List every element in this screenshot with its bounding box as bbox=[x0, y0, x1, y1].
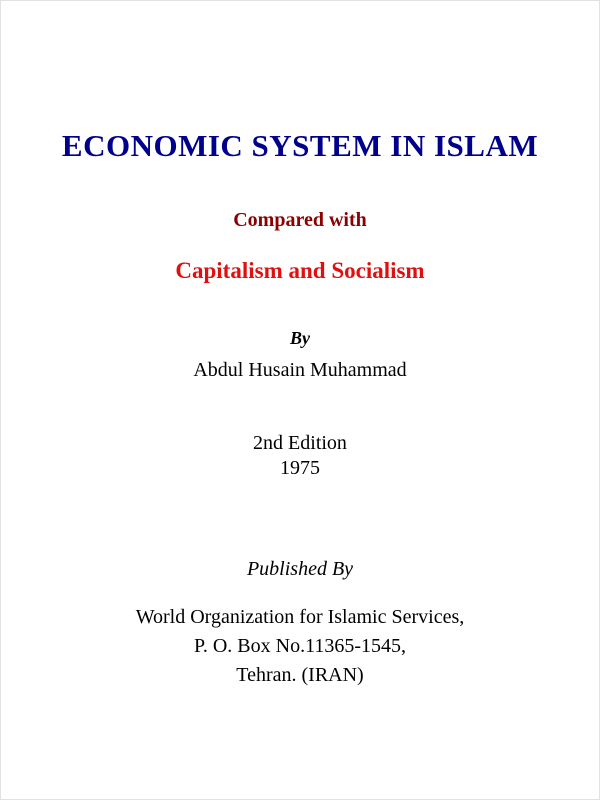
publication-year: 1975 bbox=[280, 457, 320, 480]
author-name: Abdul Husain Muhammad bbox=[193, 359, 407, 382]
publisher-city: Tehran. (IRAN) bbox=[236, 664, 364, 687]
publisher-name: World Organization for Islamic Services, bbox=[135, 606, 465, 629]
publisher-address: P. O. Box No.11365-1545, bbox=[193, 635, 407, 658]
page-title: ECONOMIC SYSTEM IN ISLAM bbox=[61, 128, 539, 163]
page-subtitle: Capitalism and Socialism bbox=[175, 258, 425, 284]
by-label: By bbox=[290, 328, 310, 349]
edition-label: 2nd Edition bbox=[253, 432, 347, 455]
publisher-block bbox=[136, 603, 464, 690]
compared-with-label: Compared with bbox=[233, 209, 367, 232]
published-by-label: Published By bbox=[246, 558, 354, 581]
